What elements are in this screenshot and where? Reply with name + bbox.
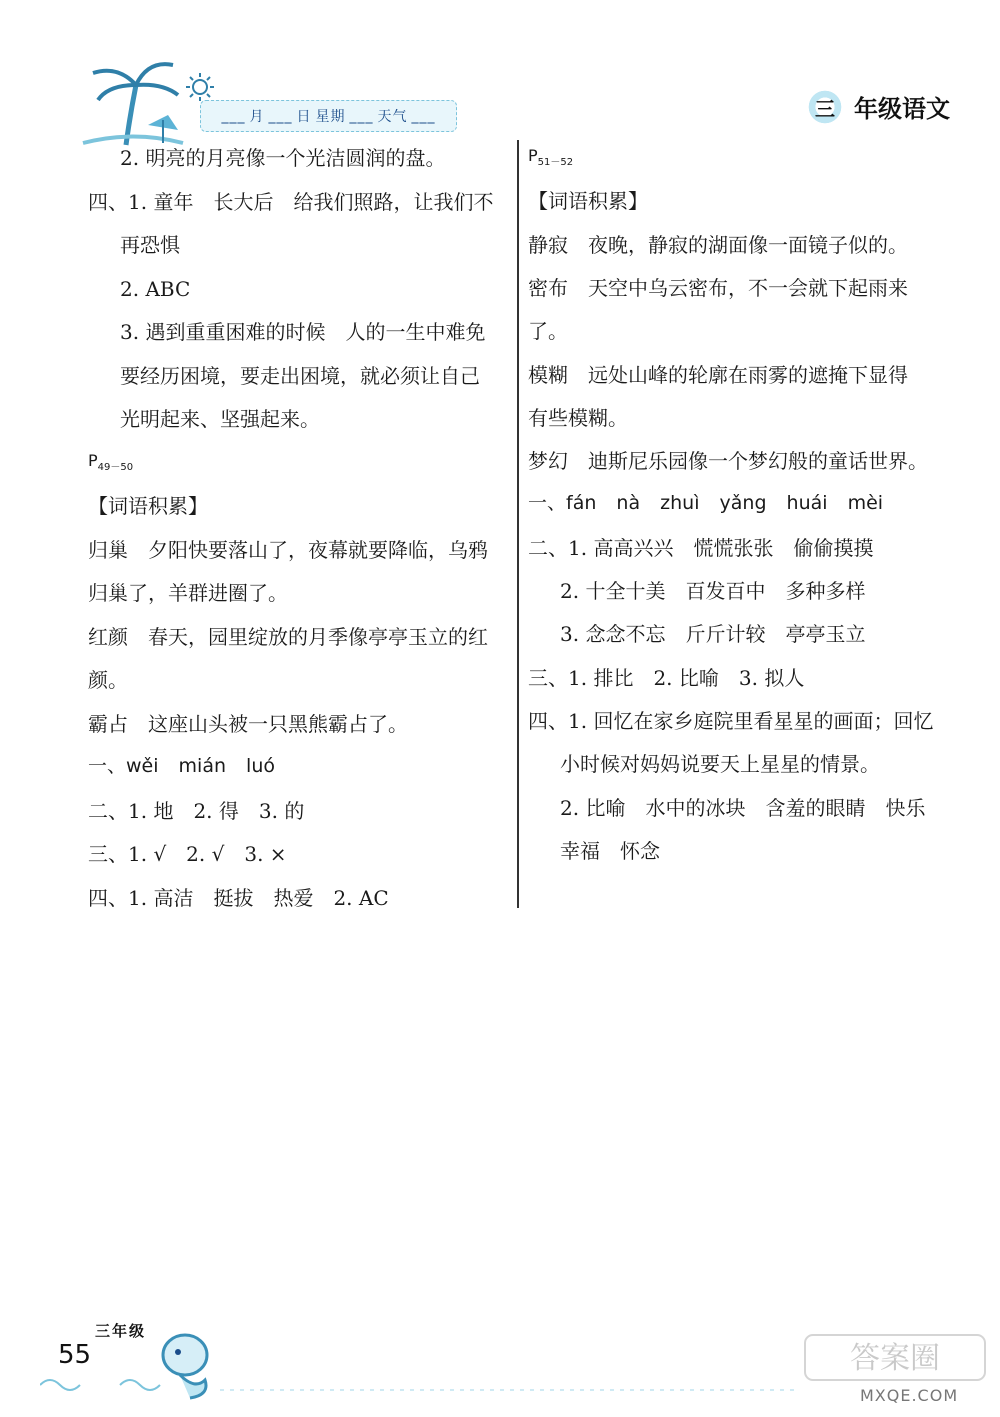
answer-text: 小时候对妈妈说要天上星星的情景。 [560,752,880,777]
answer-line [120,363,480,388]
answer-text: 【词语积累】 [528,189,648,214]
footer-grade: 三年级 [95,1322,147,1340]
answer-text: 四、1. 童年 长大后 给我们照路，让我们不 [88,189,494,214]
answer-line [528,665,805,690]
answer-text: 再恐惧 [120,233,180,257]
answer-text: 【词语积累】 [88,494,208,518]
day-label: 日 [296,109,312,125]
answer-text: 红颜 春天，园里绽放的月季像亭亭玉立的红 [88,624,488,649]
answer-text: 二、1. 地 2. 得 3. 的 [88,798,305,823]
answer-line [88,885,389,910]
answer-text: 2. ABC [120,276,191,301]
answer-text: 有些模糊。 [528,405,628,430]
column-divider [517,140,519,908]
answer-line [560,795,926,820]
answer-text: 2. 比喻 水中的冰块 含羞的眼睛 快乐 [560,795,926,820]
answer-line [88,583,288,603]
watermark-site: MXQE.COM [860,1386,959,1405]
page-range: 49－50 [97,461,134,473]
answer-text: 一、wěi mián luó [88,755,276,777]
answer-text: 二、1. 高高兴兴 慌慌张张 偷偷摸摸 [528,535,874,560]
answer-line [88,624,488,649]
answer-line [560,752,880,777]
weather-label: 天气 [377,109,408,125]
answer-line [528,535,874,560]
answer-text: 光明起来、坚强起来。 [120,407,320,431]
answer-line [560,622,866,647]
answer-text: 归巢 夕阳快要落山了，夜幕就要降临，乌鸦 [88,537,488,562]
answer-text: 三、1. 排比 2. 比喻 3. 拟人 [528,665,805,690]
answer-line [528,275,908,300]
answer-line [528,708,934,733]
answer-text: 一、fán nà zhuì yǎng huái mèi [528,492,884,515]
svg-text:答案圈: 答案圈 [850,1341,940,1376]
page-reference [528,148,573,168]
answer-text: 3. 念念不忘 斤斤计较 亭亭玉立 [560,622,866,647]
answer-line [120,409,320,429]
answer-text: 2. 明亮的月亮像一个光洁圆润的盘。 [120,146,446,170]
answer-line [560,581,865,601]
answer-text: 3. 遇到重重困难的时候 人的一生中难免 [120,320,486,344]
answer-line [88,537,488,562]
answer-text: 归巢了，羊群进圈了。 [88,581,288,605]
page-reference [88,450,134,473]
answer-line [120,148,445,168]
answer-text: 2. 十全十美 百发百中 多种多样 [560,579,866,603]
answer-text: P [528,146,538,165]
answer-line [528,232,908,257]
answer-line [88,189,494,214]
answer-line [120,235,180,255]
answer-line [88,670,128,690]
answer-line [528,189,648,214]
answer-text: 霸占 这座山头被一只黑熊霸占了。 [88,711,408,736]
answer-text: 密布 天空中乌云密布，不一会就下起雨来 [528,275,908,300]
answer-text: 四、1. 高洁 挺拔 热爱 2. AC [88,885,389,910]
answer-line [88,757,275,776]
answer-line [88,844,287,864]
subject-title: 年级语文 [854,95,950,123]
answer-line [528,449,928,474]
answer-line [88,496,208,516]
weekday-label: 星期 [315,109,346,125]
answer-line [528,405,628,430]
answer-line [120,322,485,342]
answer-line [528,362,908,387]
answer-text: 三、1. √ 2. √ 3. × [88,842,287,866]
answer-text: 颜。 [88,668,128,692]
month-label: 月 [249,109,265,125]
page-range: 51－52 [537,157,574,169]
answer-text: 要经历困境，要走出困境，就必须让自己 [120,363,480,388]
answer-text: 四、1. 回忆在家乡庭院里看星星的画面；回忆 [528,708,934,733]
answer-text: 了。 [528,319,568,344]
answer-line [88,798,305,823]
grade-badge: 三 [806,88,844,126]
answer-line [528,319,568,344]
answer-line [88,711,408,736]
answer-text: P [88,450,98,470]
sun-icon [185,72,215,102]
answer-text: 静寂 夜晚，静寂的湖面像一面镜子似的。 [528,232,908,257]
palm-tree-illustration [78,55,188,150]
answer-line [528,494,883,513]
answer-text: 幸福 怀念 [560,838,660,863]
answer-text: 模糊 远处山峰的轮廓在雨雾的遮掩下显得 [528,362,908,387]
page-number: 55 [58,1340,92,1370]
answer-line [120,276,191,301]
answer-line [560,838,660,863]
answer-text: 梦幻 迪斯尼乐园像一个梦幻般的童话世界。 [528,449,928,474]
date-weather-line: ___ 月 ___ 日 星期 ___ 天气 ___ [200,100,457,132]
